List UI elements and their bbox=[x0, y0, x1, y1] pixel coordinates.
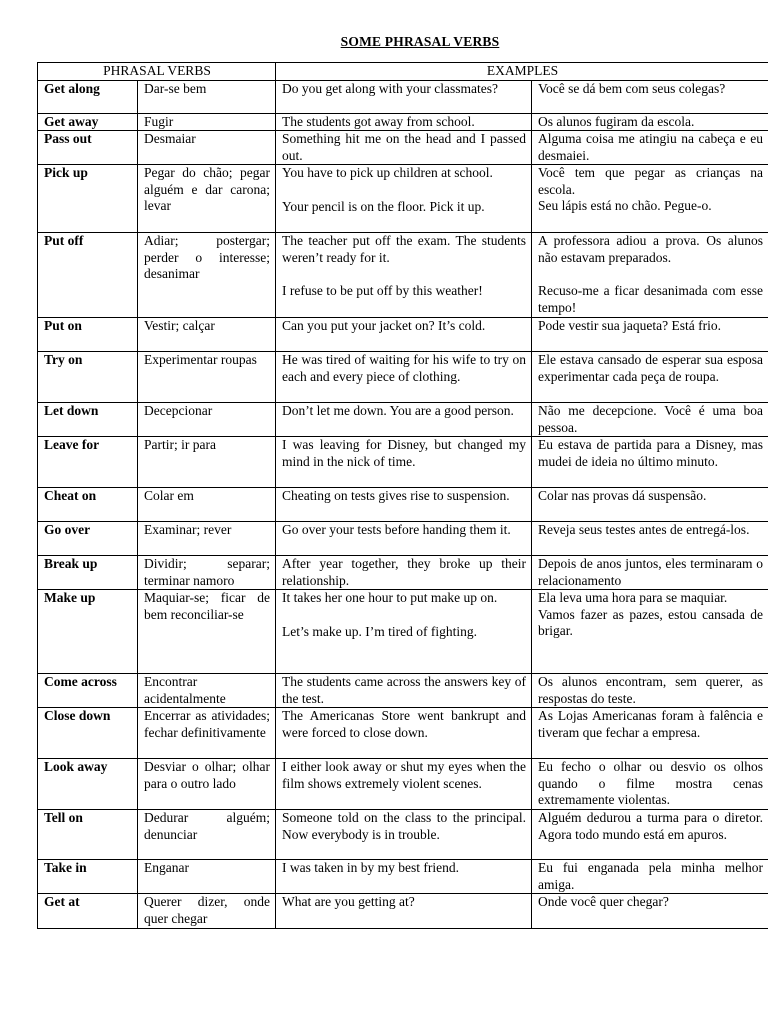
portuguese-translation bbox=[532, 165, 768, 233]
portuguese-translation bbox=[532, 403, 768, 437]
phrasal-verb: Let down bbox=[38, 403, 138, 437]
phrasal-verb: Put on bbox=[38, 318, 138, 352]
table-row bbox=[38, 590, 768, 674]
example-sentence: I refuse to be put off by this weather! bbox=[282, 283, 483, 298]
translation-sentence: Reveja seus testes antes de entregá-los. bbox=[538, 522, 750, 537]
table-row bbox=[38, 708, 768, 759]
verb-meaning: Pegar do chão; pegar alguém e dar carona; levar bbox=[138, 165, 276, 233]
verb-meaning: Dar-se bem bbox=[138, 80, 276, 113]
table-row bbox=[38, 810, 768, 860]
phrasal-verb: Take in bbox=[38, 860, 138, 894]
phrasal-verb: Leave for bbox=[38, 437, 138, 488]
phrasal-verb: Pick up bbox=[38, 165, 138, 233]
translation-sentence: A professora adiou a prova. Os alunos não estavam preparados. bbox=[538, 233, 764, 265]
translation-sentence: Eu fui enganada pela minha melhor amiga. bbox=[538, 860, 764, 892]
translation-sentence: Onde você quer chegar? bbox=[538, 894, 669, 909]
phrasal-verbs-table bbox=[37, 62, 768, 929]
verb-meaning: Desviar o olhar; olhar para o outro lado bbox=[138, 759, 276, 810]
example-sentence: Your pencil is on the floor. Pick it up. bbox=[282, 198, 485, 214]
verb-meaning: Encontrar acidentalmente bbox=[138, 674, 276, 708]
translation-sentence: As Lojas Americanas foram à falência e tiveram que fechar a empresa. bbox=[538, 708, 764, 740]
example-sentence: Go over your tests before handing them it. bbox=[282, 522, 511, 537]
portuguese-translation bbox=[532, 556, 768, 590]
table-row bbox=[38, 860, 768, 894]
table-row bbox=[38, 80, 768, 113]
english-example bbox=[276, 113, 532, 131]
phrasal-verb: Try on bbox=[38, 352, 138, 403]
example-sentence: I was taken in by my best friend. bbox=[282, 860, 459, 875]
example-sentence: He was tired of waiting for his wife to try on each and every piece of clothing. bbox=[282, 352, 527, 384]
translation-sentence: Colar nas provas dá suspensão. bbox=[538, 488, 707, 503]
portuguese-translation bbox=[532, 113, 768, 131]
english-example bbox=[276, 810, 532, 860]
translation-sentence: Você tem que pegar as crianças na escola. bbox=[538, 165, 764, 197]
english-example bbox=[276, 233, 532, 318]
portuguese-translation bbox=[532, 810, 768, 860]
english-example bbox=[276, 759, 532, 810]
verb-meaning: Encerrar as atividades; fechar definitivamente bbox=[138, 708, 276, 759]
table-row bbox=[38, 403, 768, 437]
phrasal-verb: Get along bbox=[38, 80, 138, 113]
table-row bbox=[38, 488, 768, 522]
translation-sentence: Vamos fazer as pazes, estou cansada de brigar. bbox=[538, 606, 764, 638]
example-sentence: You have to pick up children at school. bbox=[282, 165, 493, 180]
verb-meaning: Fugir bbox=[138, 113, 276, 131]
portuguese-translation bbox=[532, 674, 768, 708]
portuguese-translation bbox=[532, 894, 768, 929]
translation-sentence: Alguém dedurou a turma para o diretor. Agora todo mundo está em apuros. bbox=[538, 810, 764, 842]
verb-meaning: Adiar; postergar; perder o interesse; desanimar bbox=[138, 233, 276, 318]
portuguese-translation bbox=[532, 488, 768, 522]
translation-sentence: Pode vestir sua jaqueta? Está frio. bbox=[538, 318, 721, 333]
english-example bbox=[276, 708, 532, 759]
example-sentence: The students came across the answers key of the test. bbox=[282, 674, 527, 706]
table-row bbox=[38, 233, 768, 318]
portuguese-translation bbox=[532, 131, 768, 165]
english-example bbox=[276, 403, 532, 437]
translation-sentence: Eu estava de partida para a Disney, mas mudei de ideia no último minuto. bbox=[538, 437, 764, 469]
phrasal-verb: Put off bbox=[38, 233, 138, 318]
header-phrasal-verbs: PHRASAL VERBS bbox=[38, 63, 276, 81]
translation-sentence: Seu lápis está no chão. Pegue-o. bbox=[538, 198, 712, 213]
portuguese-translation bbox=[532, 708, 768, 759]
english-example bbox=[276, 894, 532, 929]
english-example bbox=[276, 131, 532, 165]
translation-sentence: Recuso-me a ficar desanimada com esse tempo! bbox=[538, 283, 764, 315]
english-example bbox=[276, 590, 532, 674]
portuguese-translation bbox=[532, 522, 768, 556]
english-example bbox=[276, 674, 532, 708]
phrasal-verb: Go over bbox=[38, 522, 138, 556]
translation-sentence: Não me decepcione. Você é uma boa pessoa. bbox=[538, 403, 764, 435]
table-row bbox=[38, 759, 768, 810]
portuguese-translation bbox=[532, 437, 768, 488]
header-examples: EXAMPLES bbox=[276, 63, 768, 81]
table-row bbox=[38, 165, 768, 233]
example-sentence: I either look away or shut my eyes when the film shows extremely violent scenes. bbox=[282, 759, 527, 791]
portuguese-translation bbox=[532, 318, 768, 352]
english-example bbox=[276, 860, 532, 894]
table-row bbox=[38, 556, 768, 590]
translation-sentence: Você se dá bem com seus colegas? bbox=[538, 80, 726, 96]
table-row bbox=[38, 113, 768, 131]
translation-sentence: Ele estava cansado de esperar sua esposa experimentar cada peça de roupa. bbox=[538, 352, 764, 384]
phrasal-verb: Come across bbox=[38, 674, 138, 708]
phrasal-verb: Tell on bbox=[38, 810, 138, 860]
table-row bbox=[38, 522, 768, 556]
page-title: SOME PHRASAL VERBS bbox=[340, 34, 500, 49]
example-sentence: Something hit me on the head and I passed out. bbox=[282, 131, 527, 163]
portuguese-translation bbox=[532, 590, 768, 674]
table-row bbox=[38, 674, 768, 708]
translation-sentence: Ela leva uma hora para se maquiar. bbox=[538, 590, 728, 605]
example-sentence: The teacher put off the exam. The students weren’t ready for it. bbox=[282, 233, 527, 265]
example-sentence: Someone told on the class to the principal. Now everybody is in trouble. bbox=[282, 810, 527, 842]
phrasal-verb: Break up bbox=[38, 556, 138, 590]
phrasal-verb: Get at bbox=[38, 894, 138, 929]
verb-meaning: Colar em bbox=[138, 488, 276, 522]
verb-meaning: Desmaiar bbox=[138, 131, 276, 165]
translation-sentence: Alguma coisa me atingiu na cabeça e eu desmaiei. bbox=[538, 131, 764, 163]
table-row bbox=[38, 131, 768, 165]
english-example bbox=[276, 437, 532, 488]
verb-meaning: Vestir; calçar bbox=[138, 318, 276, 352]
english-example bbox=[276, 80, 532, 113]
verb-meaning: Querer dizer, onde quer chegar bbox=[138, 894, 276, 929]
verb-meaning: Partir; ir para bbox=[138, 437, 276, 488]
portuguese-translation bbox=[532, 860, 768, 894]
translation-sentence: Os alunos fugiram da escola. bbox=[538, 113, 695, 129]
verb-meaning: Examinar; rever bbox=[138, 522, 276, 556]
example-sentence: It takes her one hour to put make up on. bbox=[282, 590, 498, 605]
english-example bbox=[276, 165, 532, 233]
example-sentence: What are you getting at? bbox=[282, 894, 415, 909]
example-sentence: Cheating on tests gives rise to suspension. bbox=[282, 488, 510, 503]
example-sentence: After year together, they broke up their relationship. bbox=[282, 556, 527, 588]
example-sentence: The Americanas Store went bankrupt and were forced to close down. bbox=[282, 708, 527, 740]
example-sentence: Don’t let me down. You are a good person. bbox=[282, 403, 514, 418]
english-example bbox=[276, 488, 532, 522]
translation-sentence: Os alunos encontram, sem querer, as respostas do teste. bbox=[538, 674, 764, 706]
verb-meaning: Maquiar-se; ficar de bem reconciliar-se bbox=[138, 590, 276, 674]
phrasal-verb: Look away bbox=[38, 759, 138, 810]
verb-meaning: Dedurar alguém; denunciar bbox=[138, 810, 276, 860]
table-row bbox=[38, 352, 768, 403]
portuguese-translation bbox=[532, 80, 768, 113]
portuguese-translation bbox=[532, 352, 768, 403]
verb-meaning: Enganar bbox=[138, 860, 276, 894]
english-example bbox=[276, 318, 532, 352]
table-row bbox=[38, 437, 768, 488]
example-sentence: Let’s make up. I’m tired of fighting. bbox=[282, 623, 477, 639]
portuguese-translation bbox=[532, 759, 768, 810]
verb-meaning: Decepcionar bbox=[138, 403, 276, 437]
example-sentence: The students got away from school. bbox=[282, 113, 475, 129]
english-example bbox=[276, 352, 532, 403]
portuguese-translation bbox=[532, 233, 768, 318]
phrasal-verb: Get away bbox=[38, 113, 138, 131]
phrasal-verb: Make up bbox=[38, 590, 138, 674]
translation-sentence: Eu fecho o olhar ou desvio os olhos quando o filme mostra cenas extremamente violentas. bbox=[538, 759, 764, 807]
table-header-row bbox=[38, 63, 768, 81]
english-example bbox=[276, 522, 532, 556]
example-sentence: Can you put your jacket on? It’s cold. bbox=[282, 318, 486, 333]
phrasal-verb: Close down bbox=[38, 708, 138, 759]
table-body bbox=[38, 80, 768, 929]
verb-meaning: Dividir; separar; terminar namoro bbox=[138, 556, 276, 590]
example-sentence: I was leaving for Disney, but changed my mind in the nick of time. bbox=[282, 437, 527, 469]
verb-meaning: Experimentar roupas bbox=[138, 352, 276, 403]
table-row bbox=[38, 894, 768, 929]
example-sentence: Do you get along with your classmates? bbox=[282, 80, 498, 96]
table-row bbox=[38, 318, 768, 352]
english-example bbox=[276, 556, 532, 590]
phrasal-verb: Cheat on bbox=[38, 488, 138, 522]
translation-sentence: Depois de anos juntos, eles terminaram o relacionamento bbox=[538, 556, 764, 588]
phrasal-verb: Pass out bbox=[38, 131, 138, 165]
